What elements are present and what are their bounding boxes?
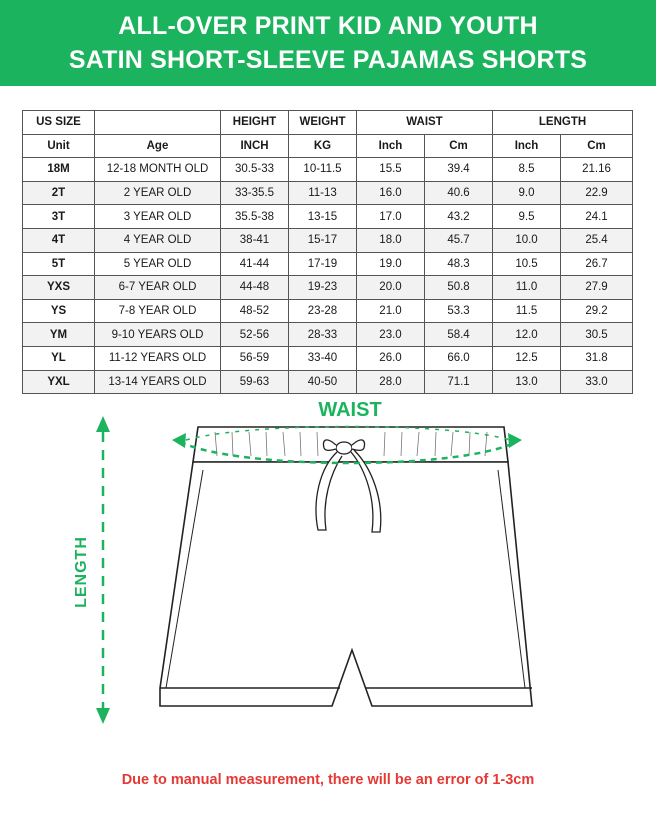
- cell-waist-inch: 18.0: [357, 228, 425, 252]
- title-line-1: ALL-OVER PRINT KID AND YOUTH: [118, 12, 538, 40]
- cell-length-inch: 13.0: [493, 370, 561, 394]
- cell-weight: 19-23: [289, 276, 357, 300]
- cell-size: 5T: [23, 252, 95, 276]
- cell-weight: 28-33: [289, 323, 357, 347]
- cell-age: 7-8 YEAR OLD: [95, 299, 221, 323]
- cell-height: 35.5-38: [221, 205, 289, 229]
- header-row-2: [23, 134, 633, 158]
- header-waist-cm: Cm: [425, 134, 493, 158]
- cell-waist-inch: 20.0: [357, 276, 425, 300]
- cell-waist-cm: 39.4: [425, 158, 493, 182]
- cell-height: 48-52: [221, 299, 289, 323]
- cell-age: 13-14 YEARS OLD: [95, 370, 221, 394]
- cell-waist-cm: 66.0: [425, 346, 493, 370]
- cell-length-cm: 33.0: [561, 370, 633, 394]
- length-arrow-top: [96, 416, 110, 432]
- cell-waist-inch: 15.5: [357, 158, 425, 182]
- header-age: Age: [95, 134, 221, 158]
- cell-weight: 13-15: [289, 205, 357, 229]
- length-label: LENGTH: [73, 536, 90, 608]
- cell-length-inch: 10.5: [493, 252, 561, 276]
- cell-waist-inch: 16.0: [357, 181, 425, 205]
- waist-arrow-left: [172, 433, 186, 448]
- table-row: [23, 181, 633, 205]
- cell-length-cm: 22.9: [561, 181, 633, 205]
- waist-label: WAIST: [318, 399, 382, 421]
- size-chart-table: [22, 110, 633, 394]
- table-row: [23, 276, 633, 300]
- table-row: [23, 323, 633, 347]
- header-blank: [95, 111, 221, 135]
- cell-height: 33-35.5: [221, 181, 289, 205]
- cell-size: 2T: [23, 181, 95, 205]
- page-header: [0, 0, 656, 86]
- cell-height: 41-44: [221, 252, 289, 276]
- cell-weight: 10-11.5: [289, 158, 357, 182]
- cell-waist-cm: 48.3: [425, 252, 493, 276]
- table-row: [23, 205, 633, 229]
- cell-size: YM: [23, 323, 95, 347]
- cell-waist-inch: 17.0: [357, 205, 425, 229]
- header-weight: WEIGHT: [289, 111, 357, 135]
- table-row: [23, 346, 633, 370]
- table-row: [23, 158, 633, 182]
- cell-size: 18M: [23, 158, 95, 182]
- cell-age: 6-7 YEAR OLD: [95, 276, 221, 300]
- cell-height: 30.5-33: [221, 158, 289, 182]
- cell-weight: 40-50: [289, 370, 357, 394]
- cell-length-cm: 24.1: [561, 205, 633, 229]
- header-length-inch: Inch: [493, 134, 561, 158]
- cell-length-cm: 29.2: [561, 299, 633, 323]
- cell-waist-cm: 53.3: [425, 299, 493, 323]
- table-row: [23, 370, 633, 394]
- header-unit: Unit: [23, 134, 95, 158]
- length-measure: [96, 416, 110, 724]
- cell-length-cm: 25.4: [561, 228, 633, 252]
- table-row: [23, 299, 633, 323]
- cell-waist-cm: 45.7: [425, 228, 493, 252]
- cell-weight: 11-13: [289, 181, 357, 205]
- header-length-cm: Cm: [561, 134, 633, 158]
- header-row-1: [23, 111, 633, 135]
- cell-length-inch: 12.0: [493, 323, 561, 347]
- table-row: [23, 228, 633, 252]
- cell-size: YS: [23, 299, 95, 323]
- cell-height: 52-56: [221, 323, 289, 347]
- cell-age: 11-12 YEARS OLD: [95, 346, 221, 370]
- cell-length-inch: 9.5: [493, 205, 561, 229]
- header-us-size: US SIZE: [23, 111, 95, 135]
- cell-length-inch: 11.5: [493, 299, 561, 323]
- measurement-note: Due to manual measurement, there will be an error of 1-3cm: [121, 772, 535, 788]
- cell-age: 9-10 YEARS OLD: [95, 323, 221, 347]
- cell-waist-cm: 40.6: [425, 181, 493, 205]
- size-rows: [23, 158, 633, 394]
- cell-waist-cm: 58.4: [425, 323, 493, 347]
- cell-height: 38-41: [221, 228, 289, 252]
- cell-age: 5 YEAR OLD: [95, 252, 221, 276]
- cell-waist-inch: 26.0: [357, 346, 425, 370]
- cell-length-inch: 12.5: [493, 346, 561, 370]
- shorts-body: [160, 462, 532, 706]
- cell-waist-cm: 71.1: [425, 370, 493, 394]
- cell-weight: 33-40: [289, 346, 357, 370]
- cell-length-inch: 11.0: [493, 276, 561, 300]
- cell-size: YXL: [23, 370, 95, 394]
- cell-height: 59-63: [221, 370, 289, 394]
- cell-size: YL: [23, 346, 95, 370]
- cell-waist-cm: 50.8: [425, 276, 493, 300]
- header-height-inch: INCH: [221, 134, 289, 158]
- waist-arrow-right: [508, 433, 522, 448]
- header-length: LENGTH: [493, 111, 633, 135]
- cell-age: 2 YEAR OLD: [95, 181, 221, 205]
- cell-length-inch: 9.0: [493, 181, 561, 205]
- shorts-diagram: [0, 395, 656, 735]
- cell-length-cm: 27.9: [561, 276, 633, 300]
- cell-length-cm: 26.7: [561, 252, 633, 276]
- cell-waist-inch: 21.0: [357, 299, 425, 323]
- cell-weight: 23-28: [289, 299, 357, 323]
- header-waist-inch: Inch: [357, 134, 425, 158]
- cell-waist-inch: 28.0: [357, 370, 425, 394]
- cell-size: YXS: [23, 276, 95, 300]
- header-waist: WAIST: [357, 111, 493, 135]
- cell-age: 4 YEAR OLD: [95, 228, 221, 252]
- shorts-outline: [160, 427, 532, 706]
- cell-height: 44-48: [221, 276, 289, 300]
- cell-weight: 17-19: [289, 252, 357, 276]
- header-height: HEIGHT: [221, 111, 289, 135]
- cell-weight: 15-17: [289, 228, 357, 252]
- cell-height: 56-59: [221, 346, 289, 370]
- cell-length-cm: 21.16: [561, 158, 633, 182]
- cell-age: 3 YEAR OLD: [95, 205, 221, 229]
- cell-length-cm: 30.5: [561, 323, 633, 347]
- cell-length-cm: 31.8: [561, 346, 633, 370]
- cell-waist-cm: 43.2: [425, 205, 493, 229]
- cell-age: 12-18 MONTH OLD: [95, 158, 221, 182]
- cell-waist-inch: 19.0: [357, 252, 425, 276]
- cell-waist-inch: 23.0: [357, 323, 425, 347]
- title-line-2: SATIN SHORT-SLEEVE PAJAMAS SHORTS: [68, 46, 588, 74]
- header-weight-kg: KG: [289, 134, 357, 158]
- length-arrow-bottom: [96, 708, 110, 724]
- cell-size: 4T: [23, 228, 95, 252]
- cell-length-inch: 8.5: [493, 158, 561, 182]
- cell-length-inch: 10.0: [493, 228, 561, 252]
- cell-size: 3T: [23, 205, 95, 229]
- table-row: [23, 252, 633, 276]
